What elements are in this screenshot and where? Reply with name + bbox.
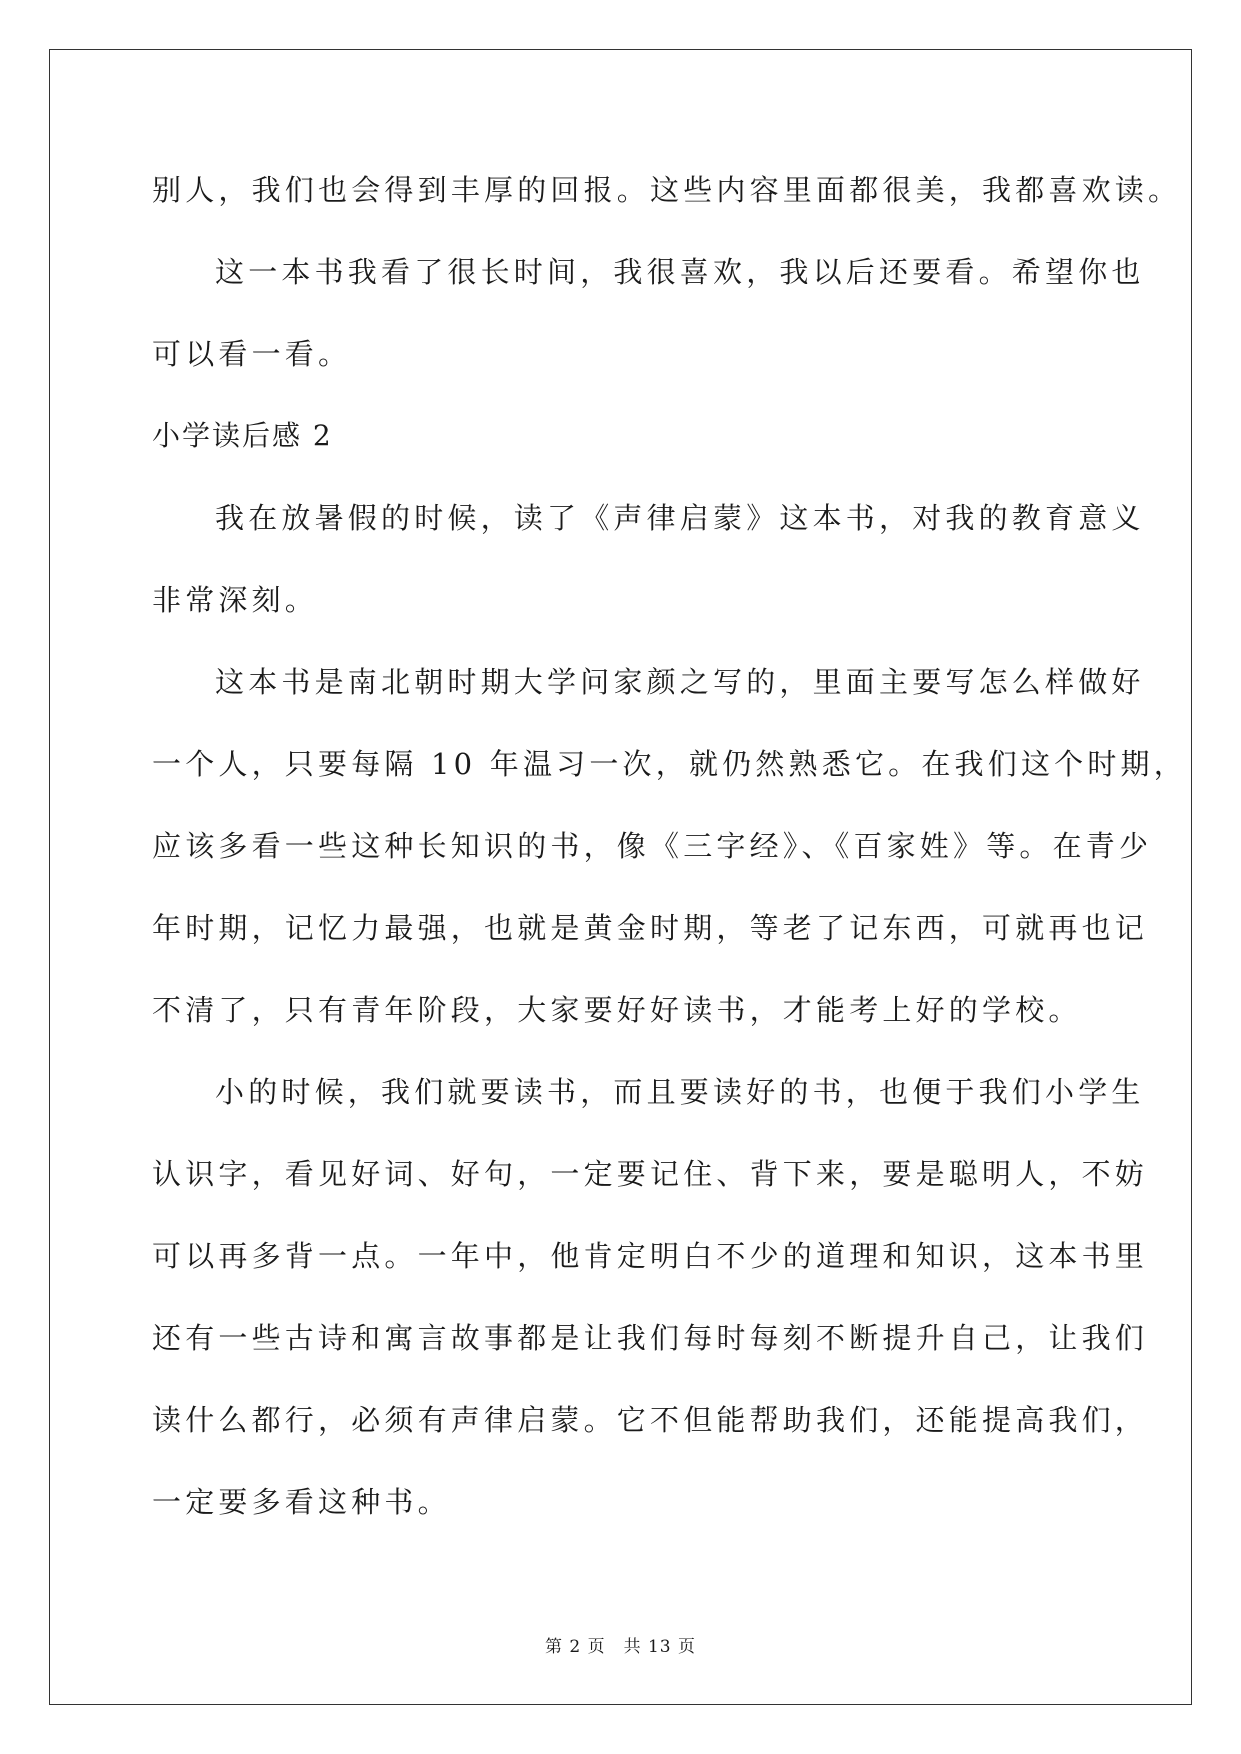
paragraph-line: 读什么都行，必须有声律启蒙。它不但能帮助我们，还能提高我们， (152, 1403, 1149, 1437)
paragraph-line: 年时期，记忆力最强，也就是黄金时期，等老了记东西，可就再也记 (152, 911, 1149, 945)
document-body (152, 160, 1187, 1554)
paragraph-line: 还有一些古诗和寓言故事都是让我们每时每刻不断提升自己，让我们 (152, 1321, 1149, 1355)
paragraph-line: 不清了，只有青年阶段，大家要好好读书，才能考上好的学校。 (152, 993, 1082, 1027)
paragraph-line: 这本书是南北朝时期大学问家颜之写的，里面主要写怎么样做好 (215, 665, 1145, 699)
page-number-footer: 第 2 页 共 13 页 (544, 1637, 697, 1657)
paragraph-line: 应该多看一些这种长知识的书，像《三字经》、《百家姓》等。在青少 (152, 829, 1153, 863)
paragraph-line: 一个人，只要每隔 10 年温习一次，就仍然熟悉它。在我们这个时期， (152, 747, 1187, 781)
paragraph-line: 认识字，看见好词、好句，一定要记住、背下来，要是聪明人，不妨 (152, 1157, 1149, 1191)
paragraph-line: 可以再多背一点。一年中，他肯定明白不少的道理和知识，这本书里 (152, 1239, 1149, 1273)
paragraph-line: 我在放暑假的时候，读了《声律启蒙》这本书，对我的教育意义 (215, 501, 1145, 535)
paragraph-line: 一定要多看这种书。 (152, 1485, 451, 1519)
paragraph-line: 这一本书我看了很长时间，我很喜欢，我以后还要看。希望你也 (215, 255, 1145, 289)
paragraph-line: 非常深刻。 (152, 583, 319, 617)
paragraph-line: 别人，我们也会得到丰厚的回报。这些内容里面都很美，我都喜欢读。 (152, 173, 1182, 207)
paragraph-line: 小的时候，我们就要读书，而且要读好的书，也便于我们小学生 (215, 1075, 1145, 1109)
paragraph-line: 可以看一看。 (152, 337, 352, 371)
section-heading: 小学读后感 2 (152, 419, 333, 452)
